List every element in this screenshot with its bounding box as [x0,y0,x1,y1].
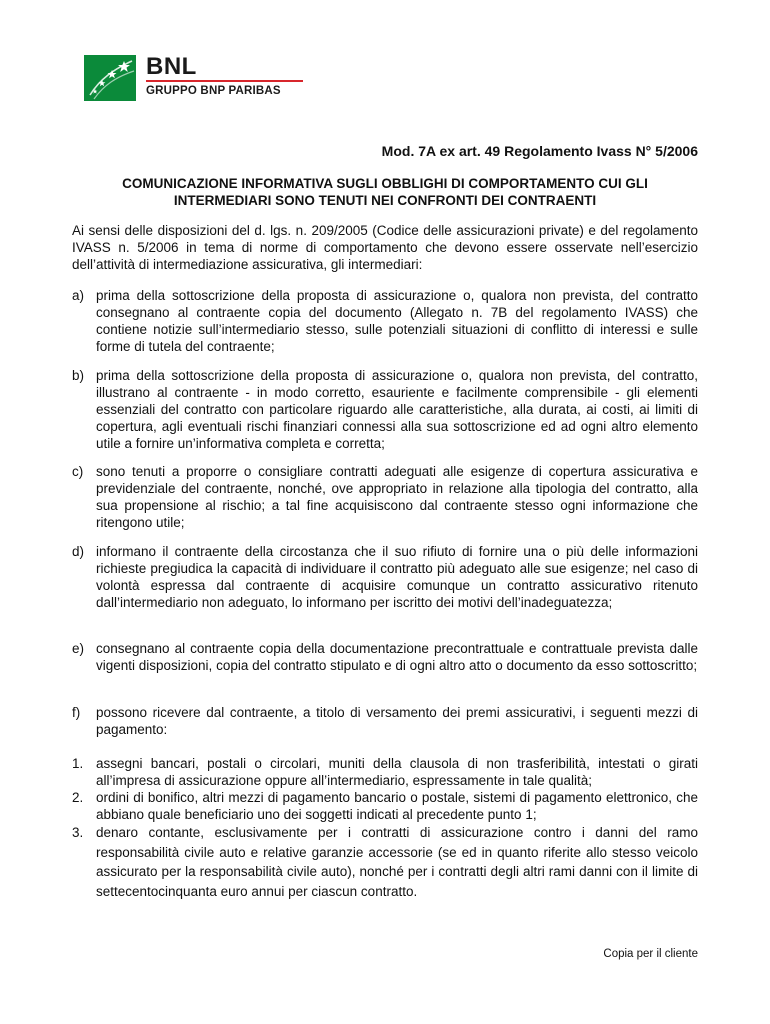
numbered-item-1 [72,755,698,789]
list-item-f [72,704,698,738]
list-item-text: prima della sottoscrizione della proposta di assicurazione o, qualora non prevista, del contratto consegnano al contraente copia del documento (Allegato n. 7B del regolamento IVASS) che contiene notizie sull’intermediario stesso, sulle potenziali situazioni di conflitto di interessi e sulle forme di tutela del contraente; [96,288,698,354]
list-marker: 2. [72,790,84,805]
list-item-text: sono tenuti a proporre o consigliare contratti adeguati alle esigenze di copertura assicurativa e previdenziale del contraente, nonché, ove appropriato in relazione alla tipologia del contratto, alla sua propensione al rischio; a tal fine acquisiscono dal contraente stesso ogni informazione che ritengono utile; [96,464,698,530]
list-marker: e) [72,641,85,656]
list-item-text: denaro contante, esclusivamente per i contratti di assicurazione contro i danni del ramo responsabilità civile auto e relative garanzie accessorie (se ed in quanto riferite allo stesso veicolo assicurato per la responsabilità civile auto), nonché per i contratti degli altri rami danni con il limite di settecentocinquanta euro annui per ciascun contratto. [96,825,698,899]
list-item-text: possono ricevere dal contraente, a titolo di versamento dei premi assicurativi, i seguenti mezzi di pagamento: [96,705,698,737]
numbered-item-3 [72,823,698,901]
mod-reference: Mod. 7A ex art. 49 Regolamento Ivass N° 5/2006 [381,143,698,159]
logo-rule [146,80,303,82]
list-item-a [72,287,698,355]
logo-group: GRUPPO BNP PARIBAS [146,85,281,97]
title-line-2: INTERMEDIARI SONO TENUTI NEI CONFRONTI DEI CONTRAENTI [173,193,597,208]
list-marker: a) [72,288,85,303]
numbered-item-2 [72,789,698,823]
list-marker: 3. [72,825,84,840]
footer-copy-label: Copia per il cliente [603,948,698,960]
list-marker: b) [72,368,85,383]
list-item-c [72,463,698,531]
bnp-stars-icon [84,55,136,101]
list-marker: c) [72,464,84,479]
list-marker: 1. [72,756,84,771]
list-marker: f) [72,705,81,720]
list-item-text: ordini di bonifico, altri mezzi di pagamento bancario o postale, sistemi di pagamento elettronico, che abbiano quale beneficiario uno dei soggetti indicati al precedente punto 1; [96,790,698,822]
list-item-text: informano il contraente della circostanza che il suo rifiuto di fornire una o più delle informazioni richieste pregiudica la capacità di individuare il contratto più adeguato alle sue esigenze; nel caso di volontà espressa dal contraente di acquisire comunque un contratto assicurativo ritenuto dall’intermediario non adeguato, lo informano per iscritto dei motivi dell’inadeguatezza; [96,544,698,610]
list-item-text: prima della sottoscrizione della proposta di assicurazione o, qualora non prevista, del contratto, illustrano al contraente - in modo corretto, esauriente e facilmente comprensibile - gli elementi essenziali del contratto con particolare riguardo alle caratteristiche, alla durata, ai costi, ai limiti di copertura, agli eventuali rischi finanziari connessi alla sua sottoscrizione ed ad ogni altro elemento utile a fornire un’informativa completa e corretta; [96,368,698,451]
list-item-text: assegni bancari, postali o circolari, muniti della clausola di non trasferibilità, intestati o girati all’impresa di assicurazione oppure all’intermediario, espressamente in tale qualità; [96,756,698,788]
intro-paragraph: Ai sensi delle disposizioni del d. lgs. n. 209/2005 (Codice delle assicurazioni private) e del regolamento IVASS n. 5/2006 in tema di norme di comportamento che devono essere osservate nell’esercizio dell’attività di intermediazione assicurativa, gli intermediari: [72,223,698,272]
list-item-b [72,367,698,452]
document-title [72,175,698,209]
list-marker: d) [72,544,85,559]
list-item-e [72,640,698,674]
logo-brand: BNL [146,53,197,80]
list-item-d [72,543,698,611]
title-line-1: COMUNICAZIONE INFORMATIVA SUGLI OBBLIGHI DI COMPORTAMENTO CUI GLI [122,176,648,191]
list-item-text: consegnano al contraente copia della documentazione precontrattuale e contrattuale prevista dalle vigenti disposizioni, copia del contratto stipulato e di ogni altro atto o documento da esso sottoscritto; [96,641,698,673]
bnl-logo [84,55,303,101]
